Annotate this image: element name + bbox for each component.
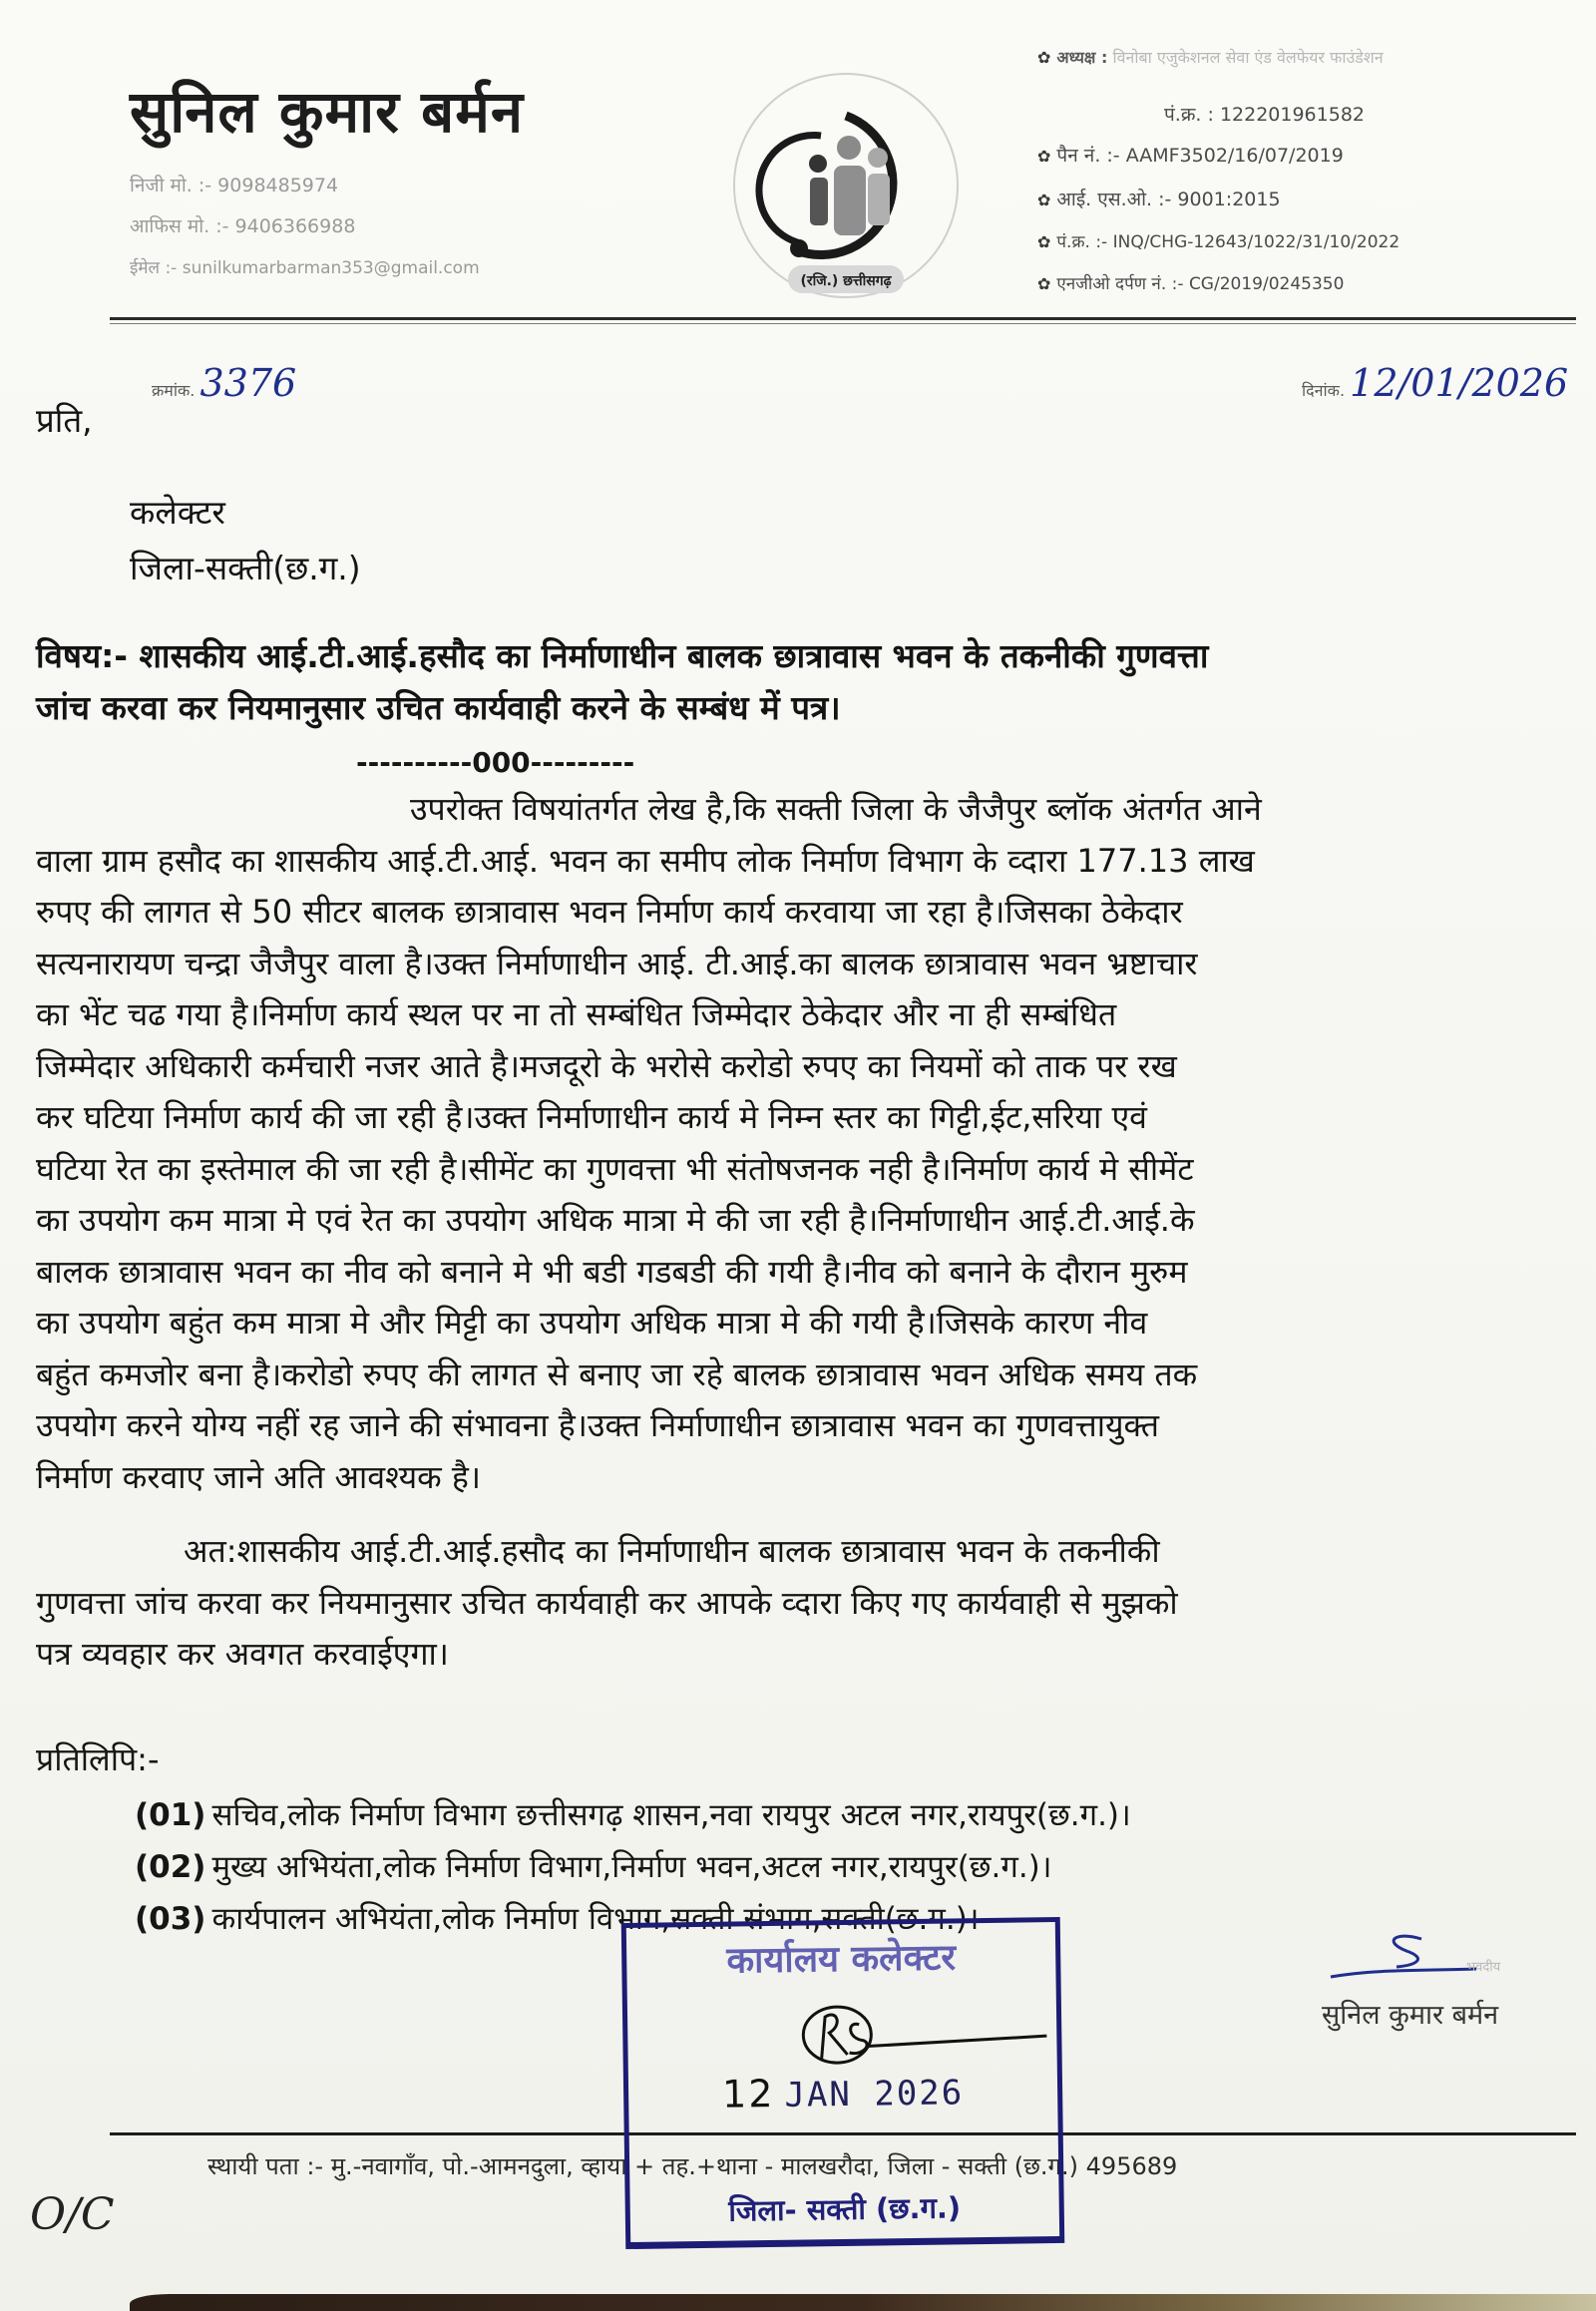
reference-date: दिनांक. 12/01/2026 (1302, 361, 1569, 405)
body-line: बालक छात्रावास भवन का नीव को बनाने मे भी बडी गडबडी की गयी है।नीव को बनाने के दौरान मुरुम (36, 1252, 1188, 1291)
body-paragraph-2 (36, 1526, 1572, 1681)
body-line: जिम्मेदार अधिकारी कर्मचारी नजर आते है।मजदूरो के भरोसे करोडो रुपए का नियमों को ताक पर रख (36, 1046, 1177, 1085)
reference-number-value: 3376 (200, 361, 297, 405)
letterhead-divider (110, 317, 1576, 320)
body-line: वाला ग्राम हसौद का शासकीय आई.टी.आई. भवन का समीप लोक निर्माण विभाग के व्दारा 177.13 लाख (36, 841, 1255, 880)
letterhead-name: सुनिल कुमार बर्मन (130, 78, 525, 146)
letterhead-mobile: निजी मो. :- 9098485974 (130, 175, 339, 196)
organization-logo (726, 66, 966, 305)
handwritten-margin-note: O/C (30, 2189, 115, 2240)
stamp-district: जिला- सक्ती (छ.ग.) (728, 2190, 962, 2228)
copies-list (135, 1789, 1131, 1945)
body-line: का उपयोग बहुंत कम मात्रा मे और मिट्टी का उपयोग अधिक मात्रा मे की गयी है।जिसके कारण नीव (36, 1304, 1148, 1342)
letterhead-pan-number: ✿ पैन नं. :- AAMF3502/16/07/2019 (1037, 145, 1344, 167)
subject-line: विषय:- शासकीय आई.टी.आई.हसौद का निर्माणाधीन बालक छात्रावास भवन के तकनीकी गुणवत्ता (36, 636, 1209, 675)
body-line: गुणवत्ता जांच करवा कर नियमानुसार उचित कार्यवाही कर आपके व्दारा किए गए कार्यवाही से मुझको (36, 1583, 1178, 1622)
signature-scribble (1327, 1925, 1486, 1985)
body-line: घटिया रेत का इस्तेमाल की जा रही है।सीमेंट का गुणवत्ता भी संतोषजनक नही है।निर्माण कार्य मे सीमेंट (36, 1149, 1194, 1188)
star-bullet-icon: ✿ (1037, 274, 1051, 293)
footer-permanent-address: स्थायी पता :- मु.-नवागाँव, पो.-आमनदुला, व्हाया + तह.+थाना - मालखरौदा, जिला - सक्ती (छ.ग.) 495689 (207, 2152, 1178, 2180)
body-line: उपयोग करने योग्य नहीं रह जाने की संभावना है।उक्त निर्माणाधीन छात्रावास भवन का गुणवत्तायुक्त (36, 1406, 1159, 1444)
star-bullet-icon: ✿ (1037, 232, 1051, 251)
letterhead-registration-code: ✿ पं.क्र. :- INQ/CHG-12643/1022/31/10/2022 (1037, 232, 1400, 252)
body-line: अत:शासकीय आई.टी.आई.हसौद का निर्माणाधीन बालक छात्रावास भवन के तकनीकी (184, 1532, 1160, 1570)
footer-divider (110, 2132, 1576, 2135)
star-bullet-icon: ✿ (1037, 147, 1051, 166)
addressee-designation: कलेक्टर (130, 493, 225, 532)
body-paragraph-1 (36, 784, 1572, 1503)
signature-name: सुनिल कुमार बर्मन (1322, 2000, 1499, 2031)
body-line: रुपए की लागत से 50 सीटर बालक छात्रावास भवन निर्माण कार्य करवाया जा रहा है।जिसका ठेकेदार (36, 893, 1183, 931)
body-line: निर्माण करवाए जाने अति आवश्यक है। (36, 1457, 482, 1496)
body-line: उपरोक्त विषयांतर्गत लेख है,कि सक्ती जिला के जैजैपुर ब्लॉक अंतर्गत आने (410, 790, 1262, 828)
star-bullet-icon: ✿ (1037, 191, 1051, 209)
body-line: कर घटिया निर्माण कार्य की जा रही है।उक्त निर्माणाधीन कार्य मे निम्न स्तर का गिट्टी,ईट,सरिया एवं (36, 1098, 1147, 1136)
body-line: का भेंट चढ गया है।निर्माण कार्य स्थल पर ना तो सम्बंधित जिम्मेदार ठेकेदार और ना ही सम्बंधित (36, 995, 1117, 1033)
stamp-date: 12 JAN 2026 (721, 2071, 965, 2117)
received-stamp (621, 1917, 1065, 2249)
letterhead-registration-number: पं.क्र. : 122201961582 (1164, 104, 1366, 126)
copy-item: (02) मुख्य अभियंता,लोक निर्माण विभाग,निर्माण भवन,अटल नगर,रायपुर(छ.ग.)। (135, 1849, 1052, 1885)
subject (36, 630, 1552, 734)
body-line: पत्र व्यवहार कर अवगत करवाईएगा। (36, 1635, 449, 1673)
logo-text: (रजि.) छत्तीसगढ़ (800, 273, 892, 289)
letterhead-divider-thin (110, 323, 1576, 324)
copy-item: (03) कार्यपालन अभियंता,लोक निर्माण विभाग,सक्ती संभाग,सक्ती(छ.ग.)। (135, 1901, 980, 1937)
body-line: का उपयोग कम मात्रा मे एवं रेत का उपयोग अधिक मात्रा मे की जा रही है।निर्माणाधीन आई.टी.आई.के (36, 1201, 1195, 1239)
body-line: बहुंत कमजोर बना है।करोडो रुपए की लागत से बनाए जा रहे बालक छात्रावास भवन अधिक समय तक (36, 1354, 1198, 1393)
body-line: सत्यनारायण चन्द्रा जैजैपुर वाला है।उक्त निर्माणाधीन आई. टी.आई.का बालक छात्रावास भवन भ्रष्टाचार (36, 944, 1198, 982)
signature-label: भवदीय (1466, 1960, 1501, 1975)
letterhead-president-line: ✿ अध्यक्ष : विनोबा एजुकेशनल सेवा एंड वेलफेयर फाउंडेशन (1037, 48, 1384, 67)
letterhead-office-phone: आफिस मो. :- 9406366988 (130, 215, 356, 237)
reference-date-value: 12/01/2026 (1350, 361, 1569, 405)
addressee-district: जिला-सक्ती(छ.ग.) (130, 549, 361, 587)
stamp-title: कार्यालय कलेक्टर (726, 1937, 957, 1982)
salutation: प्रति, (36, 401, 93, 440)
letterhead-ngo-darpan: ✿ एनजीओ दर्पण नं. :- CG/2019/0245350 (1037, 274, 1345, 294)
copy-item: (01) सचिव,लोक निर्माण विभाग छत्तीसगढ़ शासन,नवा रायपुर अटल नगर,रायपुर(छ.ग.)। (135, 1797, 1131, 1833)
letterhead-email: ईमेल :- sunilkumarbarman353@gmail.com (130, 258, 480, 278)
subject-divider: ----------000--------- (356, 746, 635, 779)
subject-line: जांच करवा कर नियमानुसार उचित कार्यवाही करने के सम्बंध में पत्र। (36, 688, 841, 727)
star-bullet-icon: ✿ (1037, 48, 1051, 67)
stamp-initials-mark (777, 1992, 1057, 2076)
letterhead-iso-number: ✿ आई. एस.ओ. :- 9001:2015 (1037, 189, 1281, 210)
reference-number: क्रमांक. 3376 (152, 361, 297, 405)
copies-title: प्रतिलिपि:- (36, 1740, 160, 1778)
photo-edge-shadow (130, 2294, 1596, 2311)
